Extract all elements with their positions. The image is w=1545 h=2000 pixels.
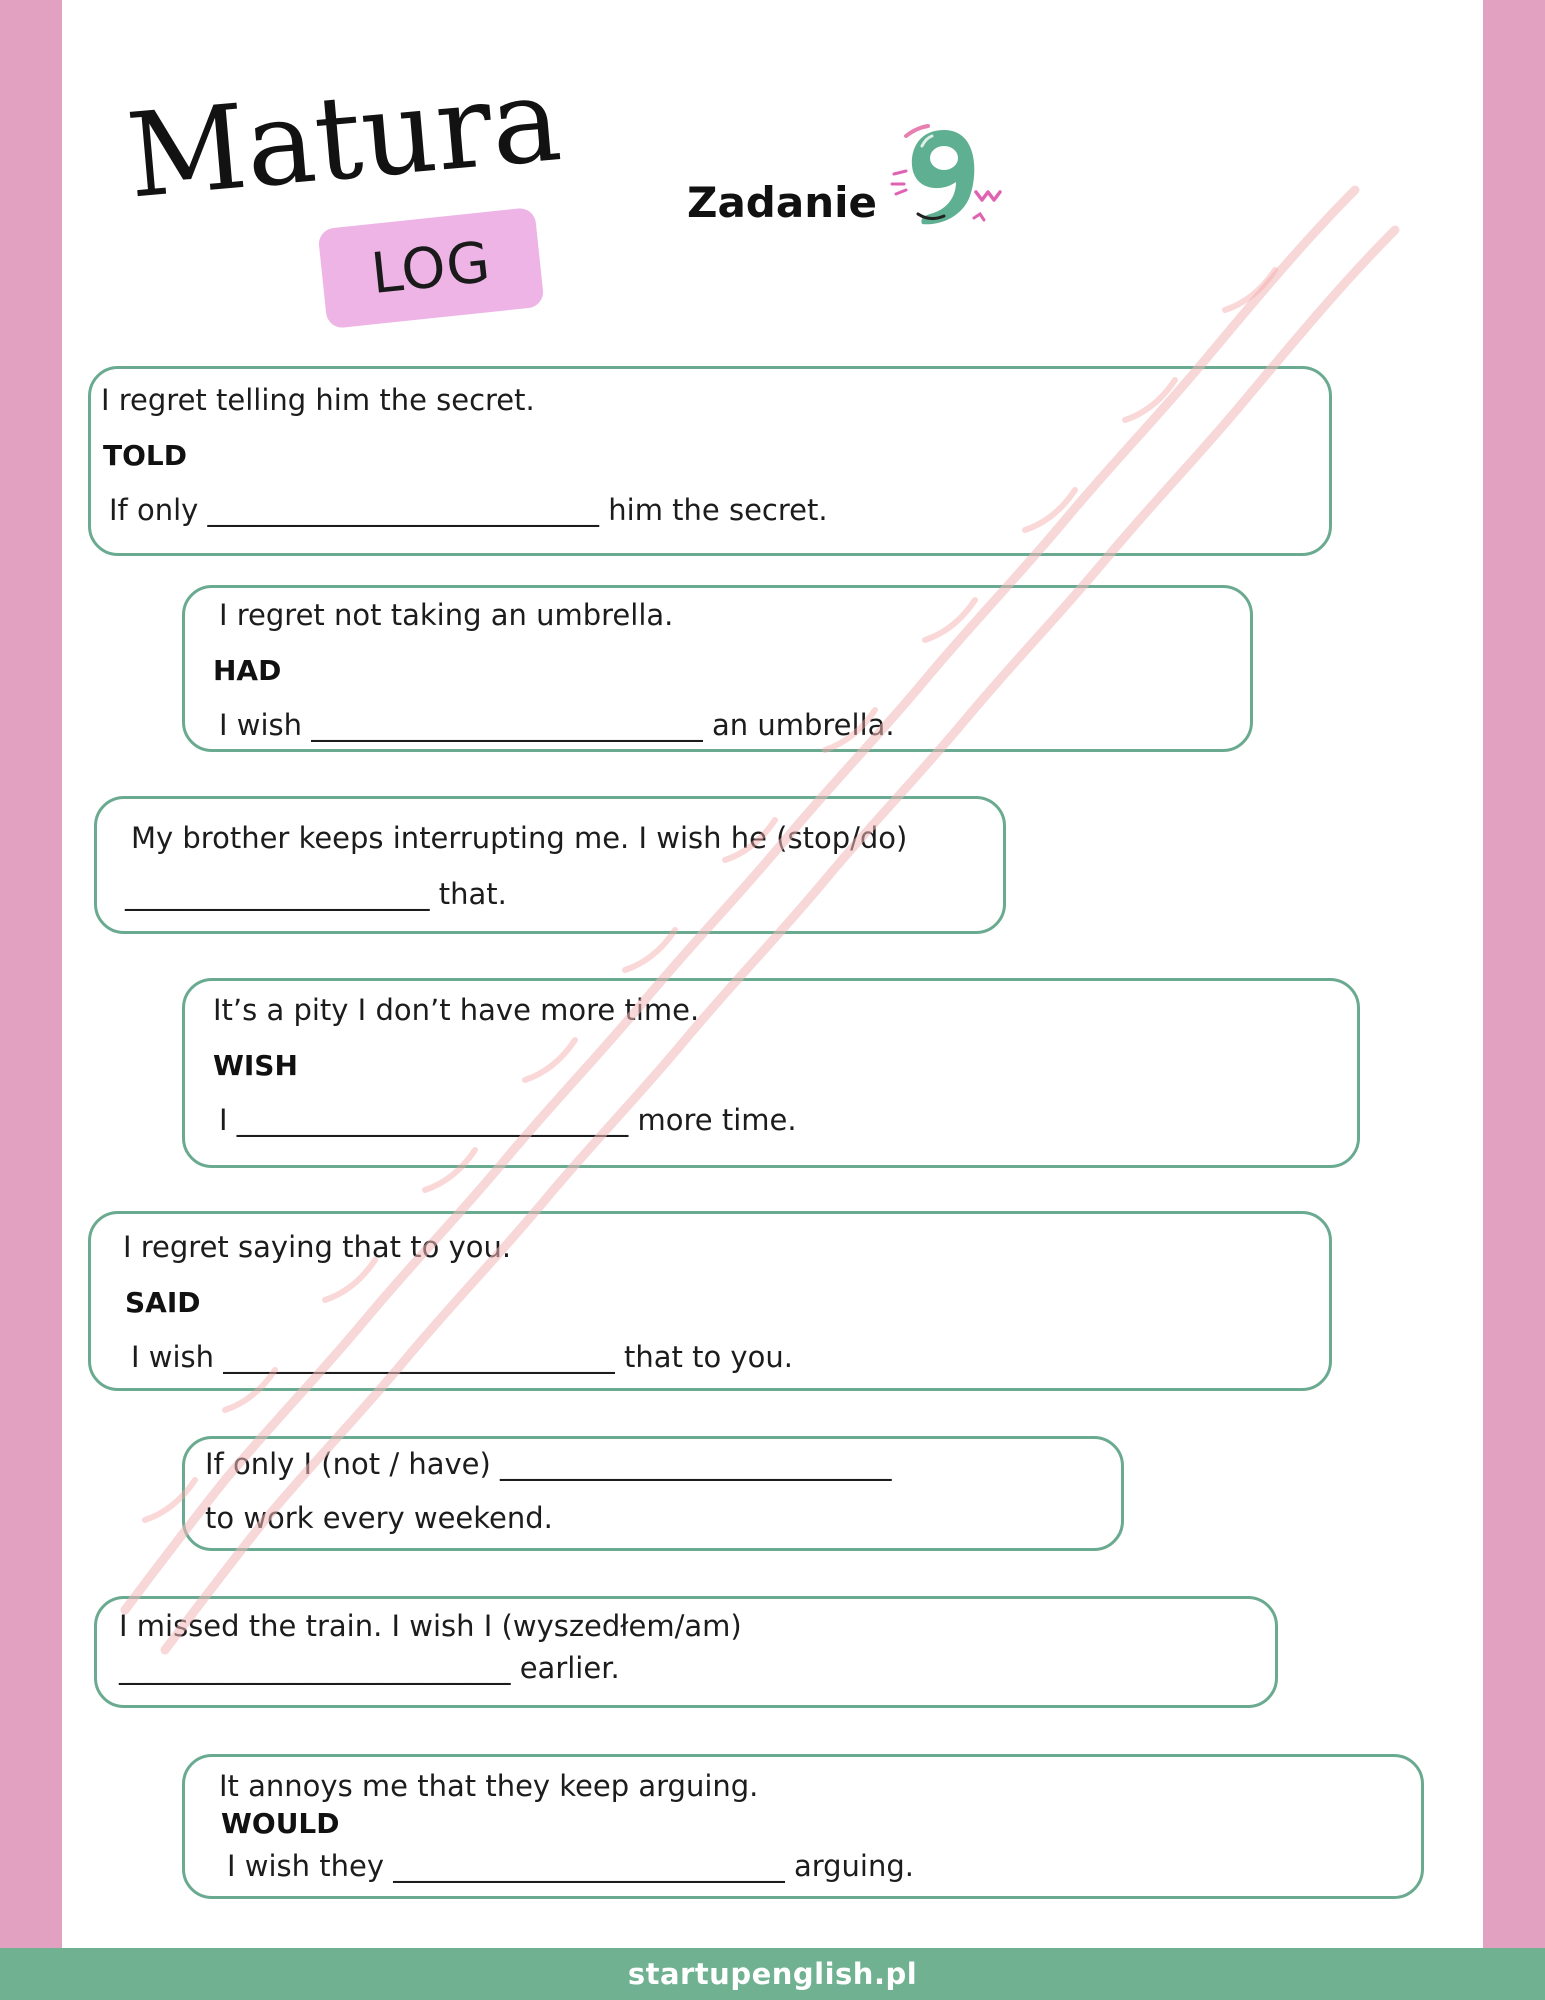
exercise-card-4	[182, 978, 1360, 1168]
exercise-answer-line[interactable]: _____________________ that.	[125, 877, 507, 911]
number-nine-icon	[884, 118, 1008, 238]
exercise-card-7	[94, 1596, 1278, 1708]
exercise-answer-line: to work every weekend.	[205, 1501, 553, 1535]
title-matura: Matura	[122, 52, 566, 225]
exercise-sentence: My brother keeps interrupting me. I wish he (stop/do)	[131, 821, 908, 855]
exercise-keyword: TOLD	[103, 439, 187, 472]
exercise-keyword: SAID	[125, 1286, 201, 1319]
exercise-sentence: I regret saying that to you.	[123, 1230, 512, 1264]
exercise-card-6	[182, 1436, 1124, 1551]
exercise-card-1	[88, 366, 1332, 556]
exercise-answer-line[interactable]: I wish they ___________________________ arguing.	[227, 1849, 914, 1883]
exercise-sentence: It’s a pity I don’t have more time.	[213, 993, 700, 1027]
exercise-card-3	[94, 796, 1006, 934]
exercise-card-8	[182, 1754, 1424, 1899]
exercise-answer-line[interactable]: I ___________________________ more time.	[219, 1103, 797, 1137]
exercise-keyword: HAD	[213, 654, 282, 687]
exercise-sentence: I missed the train. I wish I (wyszedłem/am)	[119, 1609, 742, 1643]
exercise-card-2	[182, 585, 1253, 752]
exercise-sentence[interactable]: If only I (not / have) ___________________________	[205, 1447, 892, 1481]
footer-site-url[interactable]: startupenglish.pl	[0, 1948, 1545, 2000]
exercise-sentence: I regret not taking an umbrella.	[219, 598, 674, 632]
exercise-answer-line[interactable]: If only ___________________________ him the secret.	[109, 493, 828, 527]
exercise-keyword: WISH	[213, 1049, 298, 1082]
left-pink-bar	[0, 0, 62, 1948]
log-badge: LOG	[317, 207, 544, 329]
exercise-sentence: I regret telling him the secret.	[101, 383, 535, 417]
exercise-answer-line[interactable]: I wish ___________________________ an umbrella.	[219, 708, 895, 742]
exercise-answer-line[interactable]: ___________________________ earlier.	[119, 1651, 620, 1685]
exercise-keyword: WOULD	[221, 1807, 340, 1840]
exercise-sentence: It annoys me that they keep arguing.	[219, 1769, 759, 1803]
exercise-card-5	[88, 1211, 1332, 1391]
right-pink-bar	[1483, 0, 1545, 1948]
exercise-answer-line[interactable]: I wish ___________________________ that to you.	[131, 1340, 793, 1374]
task-label: Zadanie	[687, 178, 877, 227]
